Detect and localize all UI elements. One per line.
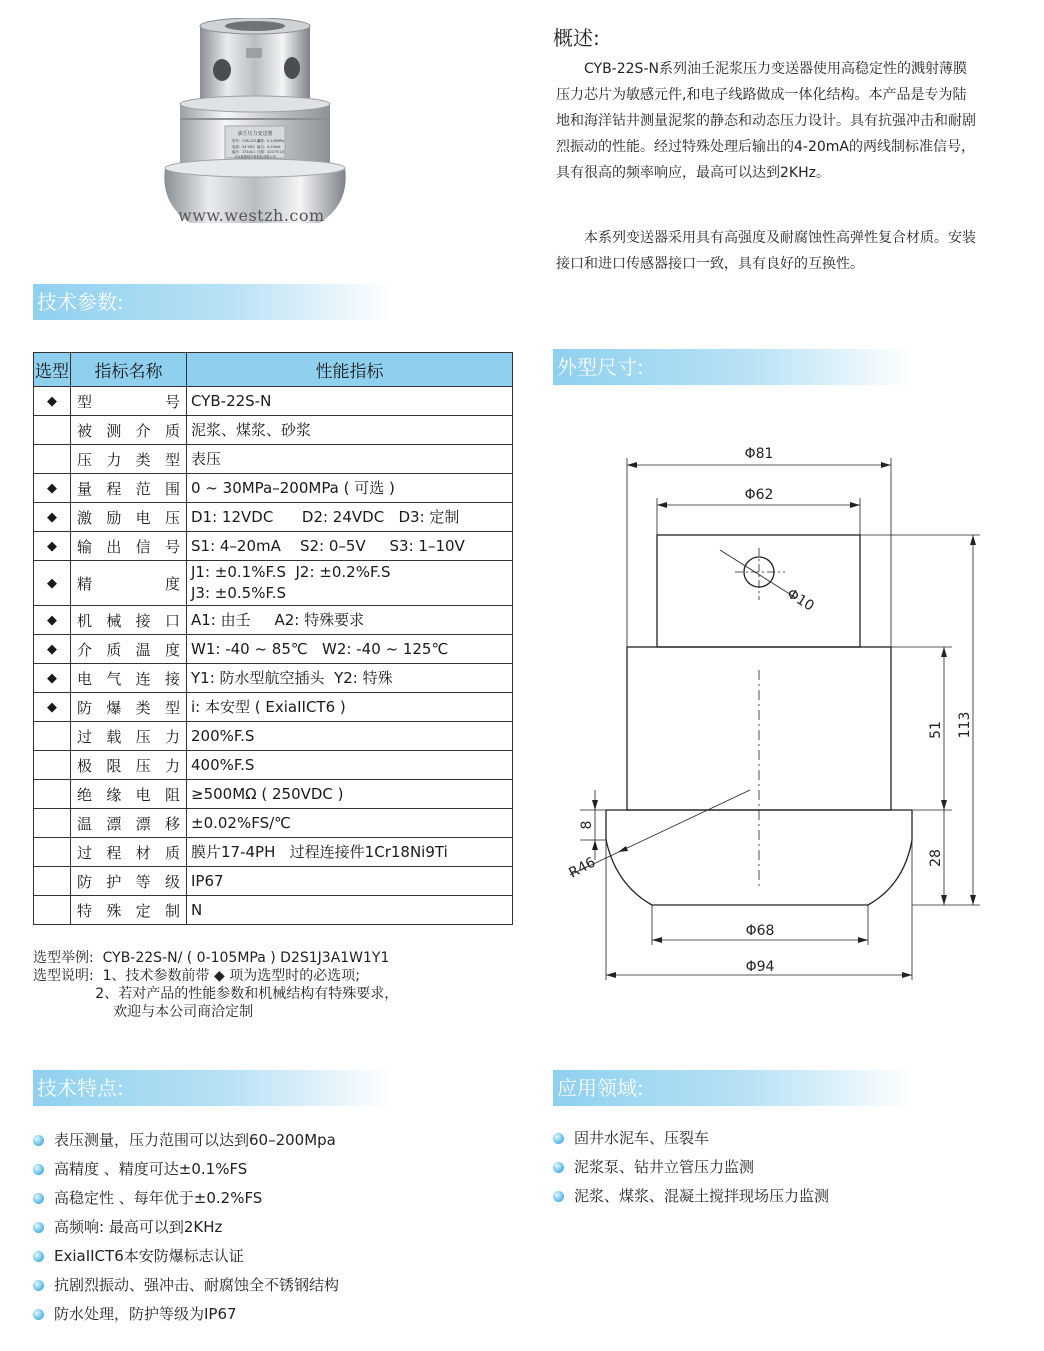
spec-name-cell — [71, 722, 187, 751]
photo-label-supply: 电源：24 VDC — [232, 145, 255, 149]
spec-row — [34, 867, 513, 896]
feature-item — [33, 1300, 339, 1329]
spec-name: 防爆类型 — [77, 698, 180, 717]
watermark-url: www.westzh.com — [178, 206, 325, 225]
spec-row — [34, 664, 513, 693]
spec-select-marker: ◆ — [34, 606, 71, 635]
spec-row — [34, 387, 513, 416]
section-applications: 应用领域: — [553, 1070, 913, 1106]
dim-r46: R46 — [566, 854, 599, 882]
product-photo — [160, 18, 350, 228]
feature-item — [33, 1155, 339, 1184]
spec-name: 型号 — [77, 392, 180, 411]
spec-row — [34, 780, 513, 809]
photo-label-company: 北京威斯特中航科技有限公司 — [234, 155, 276, 159]
spec-name: 特殊定制 — [77, 901, 180, 920]
spec-row — [34, 606, 513, 635]
feature-item-text: 高频响: 最高可以到2KHz — [54, 1218, 223, 1236]
dim-8: 8 — [579, 820, 595, 830]
spec-select-marker — [34, 751, 71, 780]
spec-value: 泥浆、煤浆、砂浆 — [187, 416, 513, 445]
spec-name-cell — [71, 606, 187, 635]
spec-name: 压力类型 — [77, 450, 180, 469]
spec-name: 防护等级 — [77, 872, 180, 891]
spec-value: 0 ~ 30MPa–200MPa ( 可选 ) — [187, 474, 513, 503]
spec-table — [33, 352, 513, 925]
selection-example — [33, 949, 398, 1021]
spec-name: 绝缘电阻 — [77, 785, 180, 804]
spec-row — [34, 693, 513, 722]
feature-item — [33, 1184, 339, 1213]
spec-row — [34, 445, 513, 474]
bullet-icon — [553, 1162, 564, 1173]
spec-name: 温漂漂移 — [77, 814, 180, 833]
spec-name-cell — [71, 664, 187, 693]
bullet-icon — [33, 1135, 44, 1146]
bullet-icon — [33, 1251, 44, 1262]
bullet-icon — [33, 1222, 44, 1233]
photo-label-model: 型号：CYB-22S-N — [232, 139, 261, 143]
spec-name-cell — [71, 561, 187, 606]
overview-paragraph-2: 本系列变送器采用具有高强度及耐腐蚀性高弹性复合材质。安装接口和进口传感器接口一致，具有良好的互换性。 — [556, 230, 976, 272]
spec-value: IP67 — [187, 867, 513, 896]
dim-phi94: Φ94 — [745, 959, 775, 975]
spec-name-cell — [71, 635, 187, 664]
overview-paragraph-1: CYB-22S-N系列油壬泥浆压力变送器使用高稳定性的溅射薄膜压力芯片为敏感元件,和电子线路做成一体化结构。本产品是专为陆地和海洋钻井测量泥浆的静态和动态压力设计。具有抗强冲击和耐剧烈振动的性能。经过特殊处理后输出的4-20mA的两线制标准信号，具有很高的频率响应，最高可以达到2KHz。 — [556, 61, 976, 181]
section-dimensions: 外型尺寸: — [553, 349, 913, 385]
feature-item — [33, 1126, 339, 1155]
spec-name-cell — [71, 751, 187, 780]
spec-name: 量程范围 — [77, 479, 180, 498]
application-item — [553, 1182, 829, 1211]
spec-name: 被测介质 — [77, 421, 180, 440]
spec-row — [34, 751, 513, 780]
bullet-icon — [33, 1164, 44, 1175]
spec-name-cell — [71, 503, 187, 532]
feature-item-text: 表压测量，压力范围可以达到60–200Mpa — [54, 1131, 336, 1149]
spec-name-cell — [71, 445, 187, 474]
spec-select-marker: ◆ — [34, 635, 71, 664]
photo-label-date: 日期：2017年1月 — [257, 150, 285, 154]
spec-select-marker — [34, 896, 71, 925]
spec-name-cell — [71, 474, 187, 503]
feature-item-text: 抗剧烈振动、强冲击、耐腐蚀全不锈钢结构 — [54, 1276, 340, 1294]
bullet-icon — [553, 1191, 564, 1202]
spec-value: W1: -40 ~ 85℃ W2: -40 ~ 125℃ — [187, 635, 513, 664]
spec-value: D1: 12VDC D2: 24VDC D3: 定制 — [187, 503, 513, 532]
feature-item-text: 防水处理，防护等级为IP67 — [54, 1305, 237, 1323]
dim-phi81: Φ81 — [744, 446, 774, 462]
spec-value: 400%F.S — [187, 751, 513, 780]
spec-select-marker — [34, 867, 71, 896]
bullet-icon — [33, 1280, 44, 1291]
spec-name: 介质温度 — [77, 640, 180, 659]
spec-select-marker: ◆ — [34, 387, 71, 416]
spec-header-row — [34, 353, 513, 387]
spec-name: 机械接口 — [77, 611, 180, 630]
spec-name-cell — [71, 867, 187, 896]
spec-select-marker — [34, 838, 71, 867]
spec-name: 过程材质 — [77, 843, 180, 862]
spec-name: 过载压力 — [77, 727, 180, 746]
spec-name-cell — [71, 693, 187, 722]
spec-name-cell — [71, 896, 187, 925]
bullet-icon — [553, 1133, 564, 1144]
spec-value: A1: 由壬 A2: 特殊要求 — [187, 606, 513, 635]
application-item-text: 泥浆泵、钻井立管压力监测 — [574, 1158, 755, 1176]
spec-row — [34, 561, 513, 606]
spec-body — [34, 387, 513, 925]
spec-select-marker — [34, 416, 71, 445]
spec-value: J1: ±0.1%F.S J2: ±0.2%F.S J3: ±0.5%F.S — [187, 561, 513, 606]
header-name: 指标名称 — [71, 353, 187, 387]
example-line-4: 欢迎与本公司商洽定制 — [33, 1004, 254, 1020]
spec-row — [34, 532, 513, 561]
dim-phi10: Φ10 — [783, 585, 817, 615]
spec-select-marker: ◆ — [34, 532, 71, 561]
spec-row — [34, 838, 513, 867]
spec-name-cell — [71, 809, 187, 838]
feature-item-text: 高精度 、精度可达±0.1%FS — [54, 1160, 248, 1178]
spec-select-marker: ◆ — [34, 664, 71, 693]
feature-item — [33, 1213, 339, 1242]
application-item — [553, 1124, 829, 1153]
spec-name-cell — [71, 780, 187, 809]
spec-name-cell — [71, 416, 187, 445]
spec-select-marker — [34, 445, 71, 474]
dim-113: 113 — [957, 711, 973, 739]
spec-value: ±0.02%FS/℃ — [187, 809, 513, 838]
spec-row — [34, 503, 513, 532]
example-line-2: 选型说明: 1、技术参数前带 ◆ 项为选型时的必选项; — [33, 968, 360, 984]
dim-phi68: Φ68 — [745, 923, 775, 939]
header-value: 性能指标 — [187, 353, 513, 387]
spec-select-marker: ◆ — [34, 503, 71, 532]
spec-value: 表压 — [187, 445, 513, 474]
feature-item-text: 高稳定性 、每年优于±0.2%FS — [54, 1189, 263, 1207]
spec-select-marker: ◆ — [34, 474, 71, 503]
application-item-text: 泥浆、煤浆、混凝土搅拌现场压力监测 — [574, 1187, 830, 1205]
spec-select-marker — [34, 722, 71, 751]
example-line-3: 2、若对产品的性能参数和机械结构有特殊要求， — [33, 986, 399, 1002]
feature-item — [33, 1271, 339, 1300]
feature-item-text: ExiaIICT6本安防爆标志认证 — [54, 1247, 244, 1265]
spec-row — [34, 722, 513, 751]
overview-title: 概述: — [553, 26, 600, 50]
header-select: 选型 — [34, 353, 71, 387]
spec-row — [34, 896, 513, 925]
dimension-drawing — [560, 430, 980, 990]
spec-row — [34, 416, 513, 445]
feature-list — [33, 1126, 339, 1329]
spec-value: i: 本安型 ( ExiaIICT6 ) — [187, 693, 513, 722]
photo-label-range: 量程：0-105MPa — [257, 139, 284, 143]
application-item — [553, 1153, 829, 1182]
spec-name-cell — [71, 838, 187, 867]
spec-select-marker — [34, 780, 71, 809]
spec-name: 精度 — [77, 574, 180, 593]
spec-value: CYB-22S-N — [187, 387, 513, 416]
spec-name: 极限压力 — [77, 756, 180, 775]
spec-select-marker: ◆ — [34, 561, 71, 606]
spec-select-marker: ◆ — [34, 693, 71, 722]
section-tech-params: 技术参数: — [33, 284, 393, 320]
spec-value: 膜片17-4PH 过程连接件1Cr18Ni9Ti — [187, 838, 513, 867]
photo-label-no: 编号：171011 — [232, 150, 256, 154]
spec-row — [34, 809, 513, 838]
bullet-icon — [33, 1193, 44, 1204]
spec-select-marker — [34, 809, 71, 838]
dim-28: 28 — [928, 849, 944, 867]
spec-value: Y1: 防水型航空插头 Y2: 特殊 — [187, 664, 513, 693]
application-item-text: 固井水泥车、压裂车 — [574, 1129, 710, 1147]
bullet-icon — [33, 1309, 44, 1320]
spec-name-cell — [71, 532, 187, 561]
spec-row — [34, 474, 513, 503]
dim-51: 51 — [928, 721, 944, 739]
photo-label-title: 油壬压力变送器 — [237, 131, 273, 137]
spec-name: 输出信号 — [77, 537, 180, 556]
spec-value: ≥500MΩ ( 250VDC ) — [187, 780, 513, 809]
spec-name: 电气连接 — [77, 669, 180, 688]
spec-value: N — [187, 896, 513, 925]
spec-name: 激励电压 — [77, 508, 180, 527]
spec-value: 200%F.S — [187, 722, 513, 751]
section-features: 技术特点: — [33, 1070, 393, 1106]
spec-name-cell — [71, 387, 187, 416]
example-line-1: 选型举例: CYB-22S-N/ ( 0-105MPa ) D2S1J3A1W1Y1 — [33, 950, 390, 966]
spec-value: S1: 4–20mA S2: 0–5V S3: 1–10V — [187, 532, 513, 561]
application-list — [553, 1124, 829, 1211]
dim-phi62: Φ62 — [744, 487, 774, 503]
spec-row — [34, 635, 513, 664]
feature-item — [33, 1242, 339, 1271]
photo-label-output: 输出：4-20mA — [257, 145, 281, 149]
